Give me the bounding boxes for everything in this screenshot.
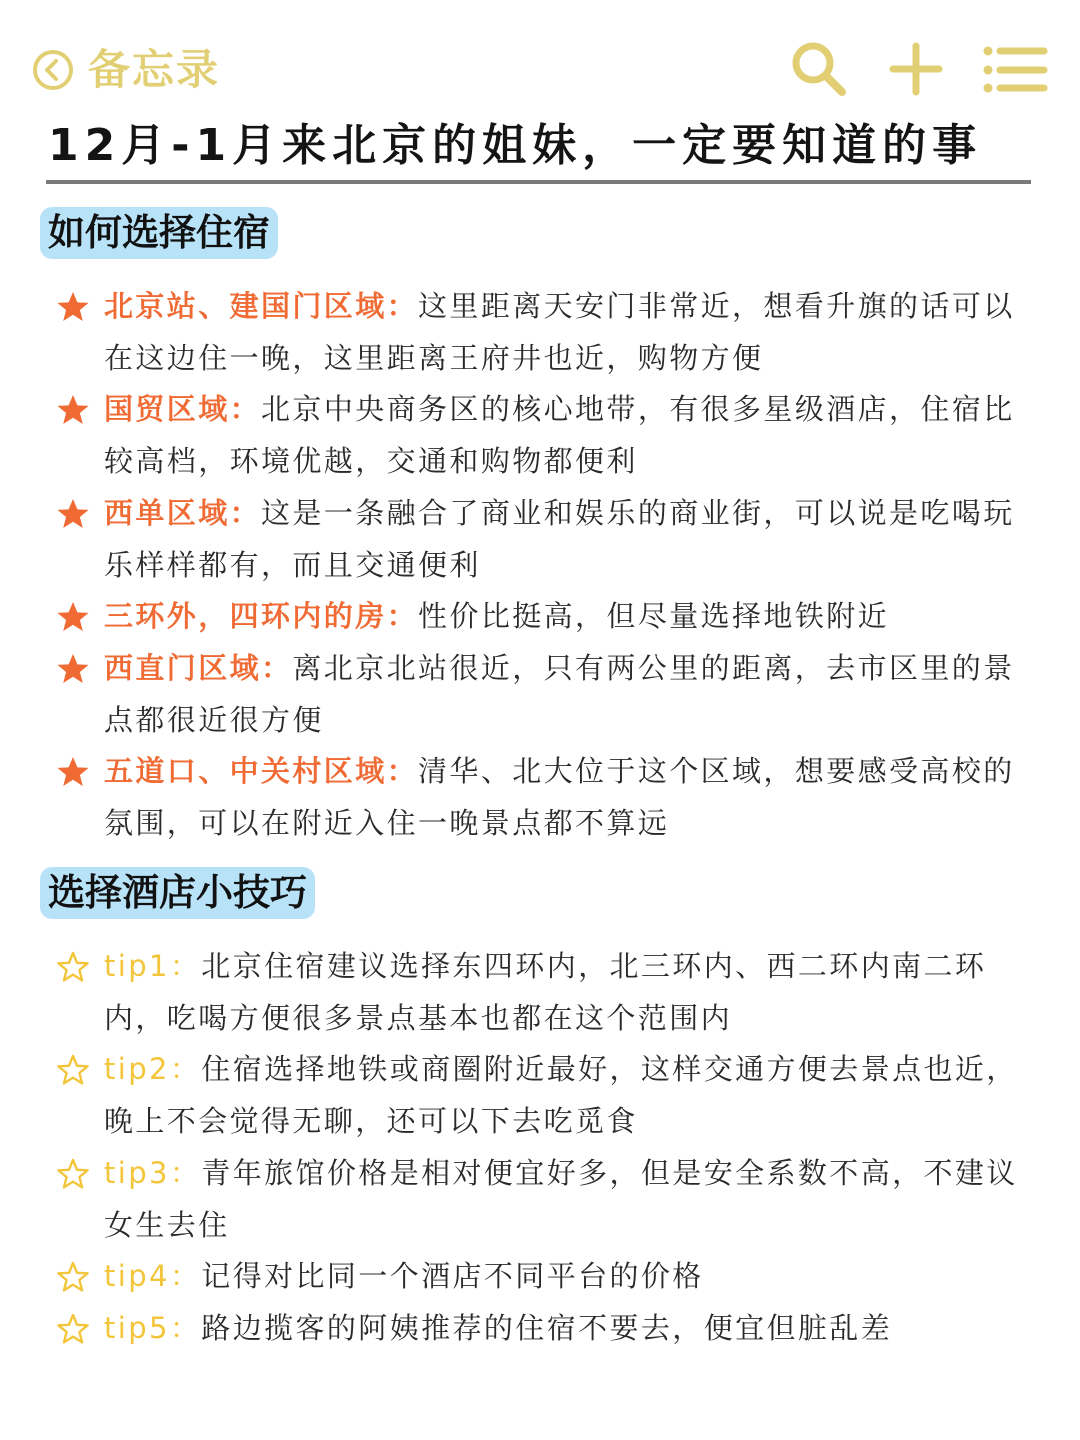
item-label: 五道口、中关村区域： — [104, 754, 419, 788]
item-label: 北京站、建国门区域： — [104, 289, 419, 323]
title-divider — [46, 180, 1031, 184]
item-label: 国贸区域： — [104, 392, 262, 426]
outline-star-icon — [56, 950, 90, 984]
item-text — [104, 487, 1034, 591]
item-label: tip1： — [104, 949, 202, 983]
item-label: tip3： — [104, 1156, 202, 1190]
item-label: 三环外，四环内的房： — [104, 599, 419, 633]
item-text — [104, 1147, 1034, 1251]
item-text — [104, 590, 1034, 642]
item-body: 这是一条融合了商业和娱乐的商业街，可以说是吃喝玩乐样样都有，而且交通便利 — [104, 496, 1015, 582]
item-text — [104, 280, 1034, 384]
item-body: 清华、北大位于这个区域，想要感受高校的氛围，可以在附近入住一晚景点都不算远 — [104, 754, 1015, 840]
item-body: 住宿选择地铁或商圈附近最好，这样交通方便去景点也近，晚上不会觉得无聊，还可以下去吃觅食 — [104, 1052, 1018, 1138]
item-body: 北京中央商务区的核心地带，有很多星级酒店，住宿比较高档，环境优越，交通和购物都便利 — [104, 392, 1015, 478]
outline-star-icon — [56, 1053, 90, 1087]
filled-star-icon — [56, 393, 90, 427]
top-bar — [0, 0, 1080, 120]
back-button[interactable] — [32, 44, 220, 96]
item-text — [104, 383, 1034, 487]
item-text — [104, 940, 1034, 1044]
item-body: 离北京北站很近，只有两公里的距离，去市区里的景点都很近很方便 — [104, 651, 1015, 737]
filled-star-icon — [56, 652, 90, 686]
plus-icon[interactable] — [888, 38, 944, 98]
filled-star-icon — [56, 755, 90, 789]
item-label: 西直门区域： — [104, 651, 293, 685]
outline-star-icon — [56, 1260, 90, 1294]
item-label: tip5： — [104, 1311, 202, 1345]
outline-star-icon — [56, 1157, 90, 1191]
section-heading-accommodation: 如何选择住宿 — [40, 207, 278, 259]
item-body: 记得对比同一个酒店不同平台的价格 — [201, 1259, 704, 1293]
item-body: 北京住宿建议选择东四环内，北三环内、西二环内南二环内，吃喝方便很多景点基本也都在这个范围内 — [104, 949, 987, 1035]
item-body: 这里距离天安门非常近，想看升旗的话可以在这边住一晚，这里距离王府井也近，购物方便 — [104, 289, 1015, 375]
filled-star-icon — [56, 290, 90, 324]
item-label: tip4： — [104, 1259, 202, 1293]
item-body: 青年旅馆价格是相对便宜好多，但是安全系数不高，不建议女生去住 — [104, 1156, 1018, 1242]
search-icon[interactable] — [788, 38, 850, 100]
item-text — [104, 1250, 1034, 1302]
section-heading-hotel-tips: 选择酒店小技巧 — [40, 867, 315, 919]
item-label: 西单区域： — [104, 496, 262, 530]
item-text — [104, 1302, 1034, 1354]
filled-star-icon — [56, 497, 90, 531]
item-text — [104, 642, 1034, 746]
back-chevron-icon[interactable] — [32, 49, 74, 91]
item-text — [104, 1043, 1034, 1147]
page-title: 12月-1月来北京的姐妹，一定要知道的事 — [48, 120, 983, 171]
back-label[interactable]: 备忘录 — [88, 45, 221, 94]
item-body: 路边揽客的阿姨推荐的住宿不要去，便宜但脏乱差 — [201, 1311, 893, 1345]
outline-star-icon — [56, 1312, 90, 1346]
list-menu-icon[interactable] — [982, 38, 1048, 98]
item-label: tip2： — [104, 1052, 202, 1086]
filled-star-icon — [56, 600, 90, 634]
item-text — [104, 745, 1034, 849]
item-body: 性价比挺高，但尽量选择地铁附近 — [418, 599, 890, 633]
